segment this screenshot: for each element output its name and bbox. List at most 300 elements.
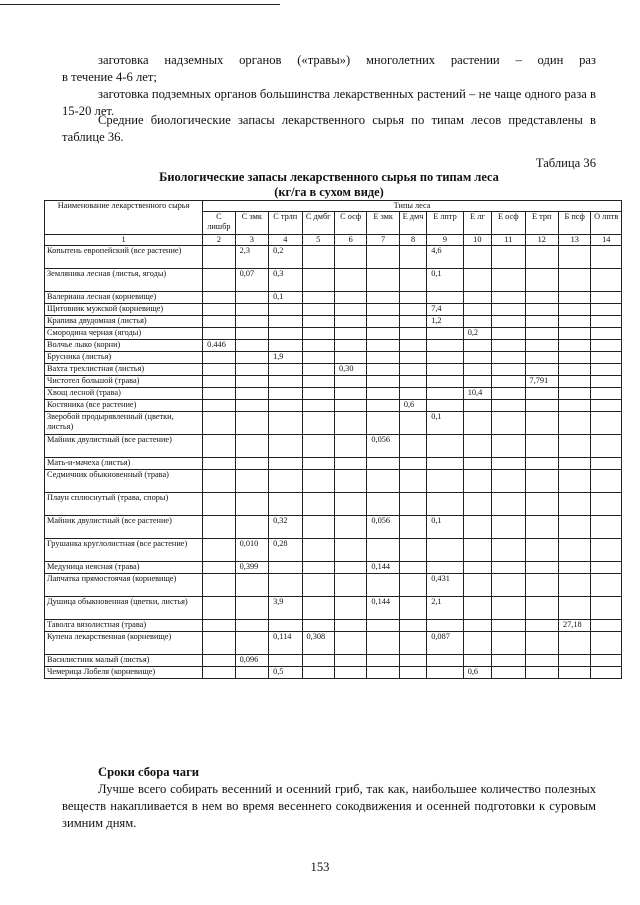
cell-value bbox=[235, 328, 268, 340]
cell-value bbox=[525, 269, 558, 292]
cell-value bbox=[492, 539, 525, 562]
cell-value bbox=[559, 376, 591, 388]
cell-value bbox=[492, 400, 525, 412]
cell-value: 3,9 bbox=[269, 597, 302, 620]
cell-value bbox=[302, 470, 334, 493]
cell-value bbox=[427, 435, 464, 458]
cell-value bbox=[269, 376, 302, 388]
cell-value: 0,32 bbox=[269, 516, 302, 539]
cell-value bbox=[591, 388, 622, 400]
row-plant-name: Лапчатка прямостоячая (корневище) bbox=[45, 574, 203, 597]
header-forest-type: Е лптр bbox=[427, 212, 464, 235]
cell-value bbox=[525, 667, 558, 679]
cell-value: 0,1 bbox=[269, 292, 302, 304]
cell-value bbox=[302, 562, 334, 574]
cell-value bbox=[525, 620, 558, 632]
cell-value bbox=[399, 539, 426, 562]
table-row bbox=[45, 316, 622, 328]
cell-value bbox=[203, 376, 235, 388]
cell-value bbox=[492, 304, 525, 316]
cell-value bbox=[559, 412, 591, 435]
row-plant-name: Брусника (листья) bbox=[45, 352, 203, 364]
cell-value bbox=[492, 388, 525, 400]
cell-value bbox=[302, 388, 334, 400]
cell-value: 0,144 bbox=[367, 597, 399, 620]
cell-value bbox=[492, 246, 525, 269]
cell-value bbox=[427, 562, 464, 574]
cell-value bbox=[525, 364, 558, 376]
row-plant-name: Смородина черная (ягоды) bbox=[45, 328, 203, 340]
cell-value: 0,5 bbox=[269, 667, 302, 679]
cell-value bbox=[269, 412, 302, 435]
cell-value bbox=[591, 620, 622, 632]
cell-value bbox=[559, 470, 591, 493]
cell-value bbox=[334, 328, 366, 340]
cell-value bbox=[269, 316, 302, 328]
cell-value bbox=[463, 470, 491, 493]
cell-value bbox=[492, 435, 525, 458]
row-plant-name: Крапива двудомная (листья) bbox=[45, 316, 203, 328]
cell-value bbox=[427, 655, 464, 667]
table-row bbox=[45, 269, 622, 292]
cell-value bbox=[492, 493, 525, 516]
cell-value bbox=[591, 352, 622, 364]
cell-value bbox=[525, 574, 558, 597]
forest-resources-table bbox=[44, 200, 622, 679]
cell-value bbox=[367, 269, 399, 292]
cell-value bbox=[367, 292, 399, 304]
cell-value bbox=[427, 620, 464, 632]
cell-value bbox=[367, 493, 399, 516]
cell-value bbox=[334, 655, 366, 667]
cell-value bbox=[399, 562, 426, 574]
cell-value bbox=[302, 246, 334, 269]
cell-value: 0,1 bbox=[427, 269, 464, 292]
cell-value bbox=[525, 632, 558, 655]
cell-value bbox=[591, 269, 622, 292]
cell-value: 27,18 bbox=[559, 620, 591, 632]
cell-value bbox=[559, 352, 591, 364]
cell-value bbox=[427, 400, 464, 412]
row-plant-name: Майник двулистный (все растение) bbox=[45, 435, 203, 458]
row-plant-name: Грушанка круглолистная (все растение) bbox=[45, 539, 203, 562]
cell-value bbox=[591, 574, 622, 597]
cell-value bbox=[492, 574, 525, 597]
cell-value bbox=[302, 304, 334, 316]
cell-value bbox=[591, 400, 622, 412]
cell-value bbox=[463, 516, 491, 539]
table-row bbox=[45, 328, 622, 340]
cell-value bbox=[367, 246, 399, 269]
cell-value bbox=[367, 328, 399, 340]
header-col-number: 12 bbox=[525, 235, 558, 246]
cell-value bbox=[399, 435, 426, 458]
row-plant-name: Щитовник мужской (корневище) bbox=[45, 304, 203, 316]
cell-value bbox=[492, 655, 525, 667]
header-name-col: Наименование лекарственного сырья bbox=[45, 201, 203, 235]
cell-value bbox=[492, 562, 525, 574]
cell-value bbox=[559, 597, 591, 620]
cell-value: 0,144 bbox=[367, 562, 399, 574]
header-forest-type: Е дмч bbox=[399, 212, 426, 235]
cell-value bbox=[525, 493, 558, 516]
cell-value bbox=[235, 304, 268, 316]
cell-value bbox=[269, 400, 302, 412]
cell-value bbox=[559, 632, 591, 655]
intro-paragraph-2: заготовка подземных органов большинства лекарственных растений – не чаще одного раза в 15-20 лет. bbox=[62, 87, 596, 118]
table-label: Таблица 36 bbox=[535, 156, 596, 170]
cell-value bbox=[559, 516, 591, 539]
cell-value bbox=[591, 246, 622, 269]
cell-value bbox=[591, 376, 622, 388]
cell-value bbox=[427, 328, 464, 340]
cell-value bbox=[399, 597, 426, 620]
cell-value bbox=[427, 667, 464, 679]
table-row bbox=[45, 388, 622, 400]
cell-value bbox=[492, 412, 525, 435]
table-row bbox=[45, 364, 622, 376]
cell-value bbox=[334, 516, 366, 539]
cell-value bbox=[367, 388, 399, 400]
cell-value bbox=[302, 269, 334, 292]
row-plant-name: Медуница неясная (трава) bbox=[45, 562, 203, 574]
cell-value bbox=[269, 562, 302, 574]
cell-value bbox=[463, 458, 491, 470]
cell-value bbox=[559, 539, 591, 562]
cell-value: 0,096 bbox=[235, 655, 268, 667]
cell-value bbox=[235, 493, 268, 516]
cell-value bbox=[269, 655, 302, 667]
cell-value bbox=[203, 412, 235, 435]
table-row bbox=[45, 516, 622, 539]
cell-value bbox=[492, 316, 525, 328]
cell-value bbox=[525, 340, 558, 352]
cell-value bbox=[334, 597, 366, 620]
cell-value bbox=[492, 597, 525, 620]
cell-value bbox=[302, 340, 334, 352]
table-row bbox=[45, 597, 622, 620]
cell-value bbox=[525, 246, 558, 269]
header-forest-type: С трлп bbox=[269, 212, 302, 235]
cell-value bbox=[525, 316, 558, 328]
cell-value bbox=[269, 493, 302, 516]
cell-value: 0,6 bbox=[399, 400, 426, 412]
cell-value bbox=[302, 316, 334, 328]
table-row bbox=[45, 400, 622, 412]
cell-value bbox=[591, 304, 622, 316]
cell-value bbox=[525, 458, 558, 470]
row-plant-name: Седмичник обыкновенный (трава) bbox=[45, 470, 203, 493]
cell-value bbox=[591, 516, 622, 539]
cell-value bbox=[463, 340, 491, 352]
cell-value bbox=[427, 292, 464, 304]
cell-value bbox=[235, 340, 268, 352]
cell-value bbox=[235, 620, 268, 632]
cell-value bbox=[591, 412, 622, 435]
table-title bbox=[62, 170, 596, 200]
cell-value bbox=[334, 667, 366, 679]
cell-value bbox=[235, 400, 268, 412]
cell-value bbox=[559, 328, 591, 340]
cell-value bbox=[367, 352, 399, 364]
cell-value bbox=[559, 458, 591, 470]
header-forest-type: С осф bbox=[334, 212, 366, 235]
cell-value bbox=[302, 292, 334, 304]
header-col-number: 4 bbox=[269, 235, 302, 246]
cell-value bbox=[334, 388, 366, 400]
cell-value bbox=[463, 292, 491, 304]
cell-value bbox=[334, 412, 366, 435]
cell-value bbox=[302, 352, 334, 364]
cell-value bbox=[302, 376, 334, 388]
header-forest-type: Е трп bbox=[525, 212, 558, 235]
cell-value bbox=[235, 316, 268, 328]
cell-value bbox=[235, 435, 268, 458]
cell-value bbox=[427, 388, 464, 400]
cell-value bbox=[269, 328, 302, 340]
row-plant-name: Костяника (все растение) bbox=[45, 400, 203, 412]
cell-value bbox=[334, 539, 366, 562]
cell-value bbox=[235, 364, 268, 376]
page-number: 153 bbox=[310, 860, 330, 874]
cell-value bbox=[302, 667, 334, 679]
cell-value bbox=[492, 292, 525, 304]
cell-value bbox=[399, 316, 426, 328]
row-plant-name: Копытень европейский (все растение) bbox=[45, 246, 203, 269]
cell-value bbox=[203, 562, 235, 574]
table-row bbox=[45, 435, 622, 458]
cell-value: 1,9 bbox=[269, 352, 302, 364]
table-row bbox=[45, 412, 622, 435]
cell-value bbox=[591, 292, 622, 304]
cell-value bbox=[399, 340, 426, 352]
cell-value bbox=[367, 412, 399, 435]
cell-value bbox=[525, 412, 558, 435]
cell-value bbox=[399, 574, 426, 597]
cell-value bbox=[591, 435, 622, 458]
cell-value bbox=[463, 352, 491, 364]
cell-value bbox=[399, 632, 426, 655]
row-plant-name: Хвощ лесной (трава) bbox=[45, 388, 203, 400]
cell-value bbox=[559, 574, 591, 597]
cell-value bbox=[235, 376, 268, 388]
cell-value bbox=[427, 470, 464, 493]
cell-value bbox=[203, 539, 235, 562]
cell-value bbox=[203, 246, 235, 269]
cell-value bbox=[334, 562, 366, 574]
cell-value bbox=[427, 493, 464, 516]
cell-value bbox=[302, 574, 334, 597]
cell-value bbox=[302, 328, 334, 340]
cell-value bbox=[302, 493, 334, 516]
cell-value: 0,07 bbox=[235, 269, 268, 292]
cell-value bbox=[591, 493, 622, 516]
cell-value bbox=[399, 667, 426, 679]
cell-value bbox=[492, 667, 525, 679]
cell-value bbox=[269, 435, 302, 458]
cell-value bbox=[302, 516, 334, 539]
cell-value bbox=[492, 376, 525, 388]
cell-value bbox=[591, 667, 622, 679]
cell-value bbox=[525, 435, 558, 458]
cell-value bbox=[492, 458, 525, 470]
cell-value: 0,087 bbox=[427, 632, 464, 655]
cell-value bbox=[525, 352, 558, 364]
cell-value bbox=[334, 340, 366, 352]
cell-value bbox=[591, 562, 622, 574]
cell-value bbox=[463, 655, 491, 667]
cell-value bbox=[235, 292, 268, 304]
cell-value: 0.446 bbox=[203, 340, 235, 352]
header-col-number: 8 bbox=[399, 235, 426, 246]
row-plant-name: Майник двулистный (все растение) bbox=[45, 516, 203, 539]
cell-value bbox=[367, 632, 399, 655]
cell-value bbox=[525, 400, 558, 412]
cell-value bbox=[334, 493, 366, 516]
cell-value bbox=[492, 364, 525, 376]
table-row bbox=[45, 539, 622, 562]
cell-value bbox=[367, 574, 399, 597]
cell-value bbox=[559, 667, 591, 679]
cell-value bbox=[399, 246, 426, 269]
cell-value bbox=[399, 516, 426, 539]
cell-value bbox=[235, 667, 268, 679]
cell-value bbox=[334, 458, 366, 470]
cell-value bbox=[591, 470, 622, 493]
table-row bbox=[45, 667, 622, 679]
cell-value bbox=[591, 539, 622, 562]
intro-paragraph-3: Средние биологические запасы лекарственного сырья по типам лесов представлены в таблице 36. bbox=[62, 113, 596, 144]
cell-value bbox=[525, 516, 558, 539]
cell-value bbox=[427, 539, 464, 562]
cell-value bbox=[334, 435, 366, 458]
table-title-line-2: (кг/га в сухом виде) bbox=[274, 185, 384, 199]
cell-value bbox=[559, 292, 591, 304]
cell-value bbox=[334, 632, 366, 655]
cell-value bbox=[203, 574, 235, 597]
intro-line-1: заготовка надземных органов («травы») многолетних растении – один раз bbox=[98, 53, 596, 67]
cell-value bbox=[367, 340, 399, 352]
cell-value bbox=[203, 352, 235, 364]
cell-value bbox=[399, 292, 426, 304]
row-plant-name: Зверобой продырявленный (цветки, листья) bbox=[45, 412, 203, 435]
cell-value bbox=[203, 269, 235, 292]
cell-value bbox=[559, 364, 591, 376]
cell-value bbox=[367, 316, 399, 328]
header-forest-type: Б псф bbox=[559, 212, 591, 235]
cell-value bbox=[334, 376, 366, 388]
table-row bbox=[45, 574, 622, 597]
cell-value bbox=[591, 655, 622, 667]
cell-value bbox=[463, 620, 491, 632]
cell-value bbox=[463, 435, 491, 458]
cell-value bbox=[399, 655, 426, 667]
cell-value bbox=[302, 435, 334, 458]
row-plant-name: Мать-и-мачеха (листья) bbox=[45, 458, 203, 470]
cell-value bbox=[334, 400, 366, 412]
cell-value bbox=[525, 655, 558, 667]
table-row bbox=[45, 352, 622, 364]
row-plant-name: Вахта трехлистная (листья) bbox=[45, 364, 203, 376]
cell-value: 0,2 bbox=[463, 328, 491, 340]
cell-value bbox=[427, 364, 464, 376]
header-forest-types: Типы леса bbox=[203, 201, 622, 212]
cell-value bbox=[235, 388, 268, 400]
cell-value bbox=[463, 412, 491, 435]
cell-value bbox=[399, 328, 426, 340]
cell-value bbox=[492, 269, 525, 292]
row-plant-name: Волчье лыко (корни) bbox=[45, 340, 203, 352]
cell-value bbox=[525, 292, 558, 304]
cell-value bbox=[367, 667, 399, 679]
cell-value bbox=[203, 435, 235, 458]
cell-value bbox=[591, 364, 622, 376]
cell-value bbox=[203, 304, 235, 316]
cell-value: 2,3 bbox=[235, 246, 268, 269]
cell-value bbox=[559, 562, 591, 574]
cell-value bbox=[492, 516, 525, 539]
cell-value bbox=[235, 458, 268, 470]
cell-value bbox=[203, 667, 235, 679]
cell-value bbox=[525, 597, 558, 620]
cell-value bbox=[427, 352, 464, 364]
cell-value bbox=[463, 574, 491, 597]
table-row bbox=[45, 304, 622, 316]
cell-value bbox=[492, 620, 525, 632]
cell-value bbox=[203, 470, 235, 493]
row-plant-name: Чистотел большой (трава) bbox=[45, 376, 203, 388]
cell-value bbox=[463, 376, 491, 388]
cell-value: 0,6 bbox=[463, 667, 491, 679]
cell-value bbox=[269, 470, 302, 493]
cell-value bbox=[203, 316, 235, 328]
cell-value: 0,1 bbox=[427, 412, 464, 435]
cell-value bbox=[269, 388, 302, 400]
cell-value bbox=[559, 340, 591, 352]
cell-value bbox=[203, 516, 235, 539]
cell-value bbox=[463, 597, 491, 620]
header-col-number: 14 bbox=[591, 235, 622, 246]
intro-line-2: в течение 4-6 лет; bbox=[62, 70, 157, 84]
cell-value bbox=[203, 632, 235, 655]
chaga-heading: Сроки сбора чаги bbox=[98, 765, 200, 779]
cell-value bbox=[367, 376, 399, 388]
cell-value: 0,399 bbox=[235, 562, 268, 574]
cell-value bbox=[559, 400, 591, 412]
cell-value: 0,30 bbox=[334, 364, 366, 376]
cell-value bbox=[463, 632, 491, 655]
cell-value bbox=[591, 340, 622, 352]
cell-value bbox=[399, 269, 426, 292]
cell-value bbox=[203, 458, 235, 470]
header-col-number: 1 bbox=[45, 235, 203, 246]
cell-value bbox=[559, 304, 591, 316]
cell-value bbox=[302, 412, 334, 435]
cell-value bbox=[334, 620, 366, 632]
cell-value bbox=[302, 597, 334, 620]
cell-value bbox=[334, 574, 366, 597]
cell-value bbox=[492, 352, 525, 364]
cell-value: 10,4 bbox=[463, 388, 491, 400]
cell-value bbox=[399, 412, 426, 435]
cell-value bbox=[559, 388, 591, 400]
cell-value bbox=[235, 412, 268, 435]
cell-value: 2,1 bbox=[427, 597, 464, 620]
cell-value: 7,4 bbox=[427, 304, 464, 316]
cell-value: 0,1 bbox=[427, 516, 464, 539]
cell-value bbox=[203, 292, 235, 304]
cell-value bbox=[235, 597, 268, 620]
